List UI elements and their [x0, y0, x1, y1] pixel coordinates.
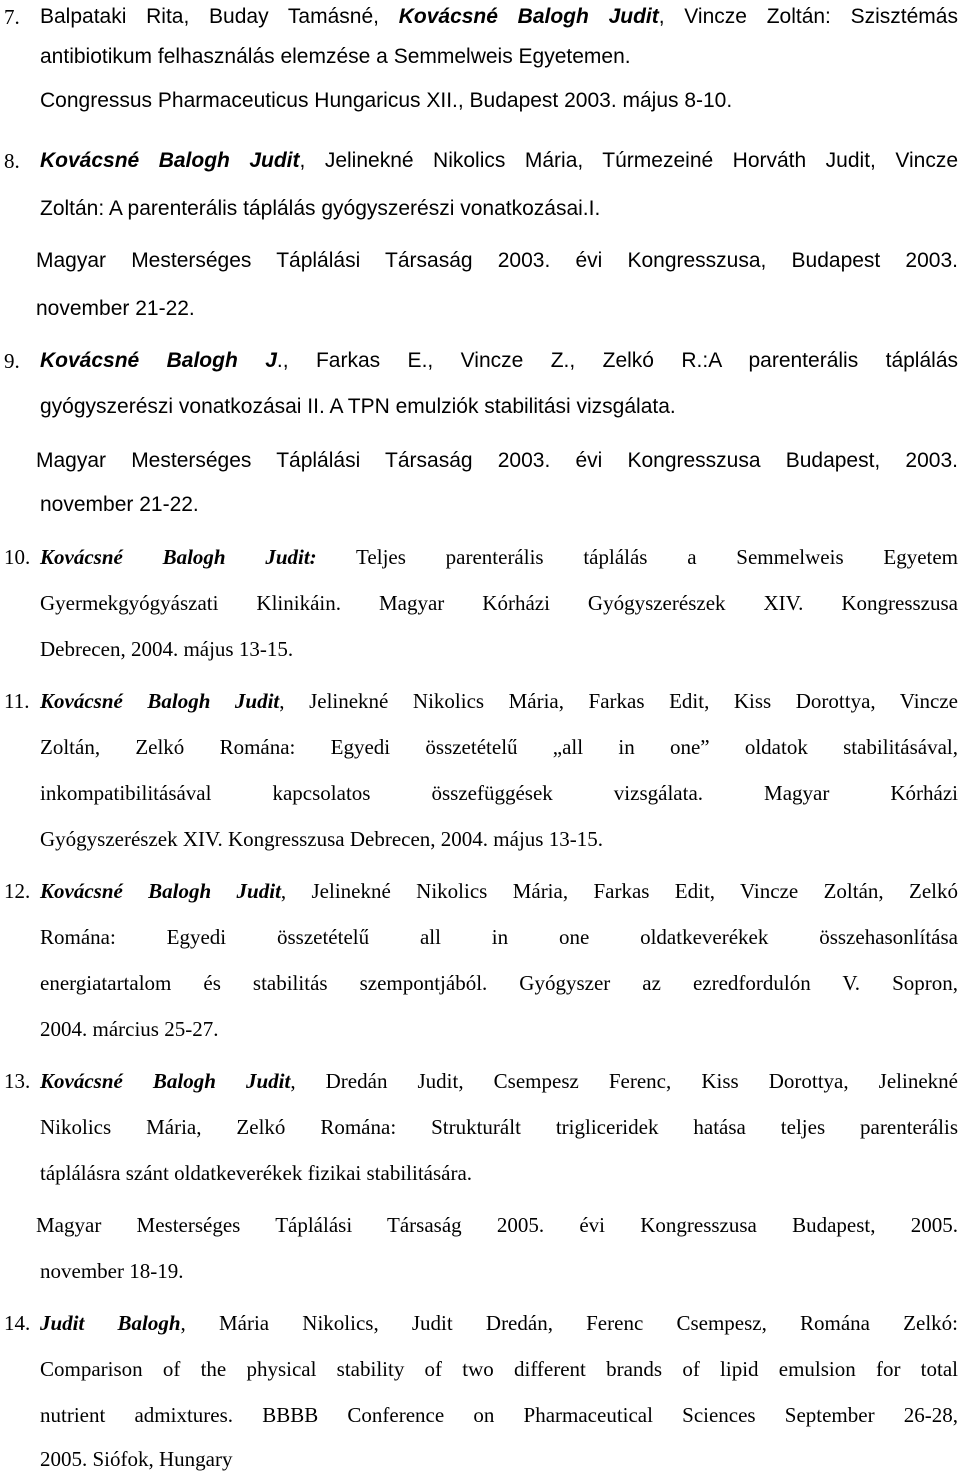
- entry-line: Nikolics Mária, Zelkó Romána: Strukturált trigliceridek hatása teljes parenterális: [40, 1115, 958, 1139]
- item-number: 8.: [4, 149, 20, 173]
- item-number: 11.: [4, 689, 30, 713]
- entry-line: Kovácsné Balogh J., Farkas E., Vincze Z., Zelkó R.:A parenterális táplálás: [40, 349, 958, 372]
- entry-line: november 21-22.: [40, 493, 199, 516]
- item-number: 13.: [4, 1069, 31, 1093]
- entry-line: Zoltán: A parenterális táplálás gyógyszerészi vonatkozásai.I.: [40, 197, 601, 220]
- entry-line: Debrecen, 2004. május 13-15.: [40, 637, 294, 661]
- highlighted-author: Kovácsné Balogh Judit: [398, 5, 659, 28]
- entry-line: Zoltán, Zelkó Románа: Egyedi összetételű „all in one” oldatok stabilitásával,: [40, 735, 958, 759]
- entry-line: Kovácsné Balogh Judit: Teljes parenterális táplálás a Semmelweis Egyetem: [40, 545, 959, 569]
- item-number: 12.: [4, 879, 31, 903]
- entry-line: 2004. március 25-27.: [40, 1017, 219, 1041]
- entry-line: Magyar Mesterséges Táplálási Társaság 2003. évi Kongresszusa Budapest, 2003.: [36, 449, 958, 472]
- highlighted-author: Kovácsné Balogh Judit:: [40, 545, 317, 569]
- entry-line: táplálásra szánt oldatkeverékek fizikai stabilitására.: [40, 1161, 473, 1185]
- entry-line: Magyar Mesterséges Táplálási Társaság 2005. évi Kongresszusa Budapest, 2005.: [36, 1213, 958, 1237]
- highlighted-author: Kovácsné Balogh Judit: [40, 149, 300, 172]
- entry-line: Gyermekgyógyászati Klinikáin. Magyar Kórházi Gyógyszerészek XIV. Kongresszusa: [40, 591, 958, 615]
- entry-line: Gyógyszerészek XIV. Kongresszusa Debrecen, 2004. május 13-15.: [40, 827, 603, 851]
- entry-line: Kovácsné Balogh Judit, Jelinekné Nikolics Mária, Farkas Edit, Vincze Zoltán, Zelkó: [40, 879, 958, 903]
- item-number: 7.: [4, 5, 20, 29]
- entry-line: 2005. Siófok, Hungary: [40, 1447, 233, 1471]
- highlighted-author: Kovácsné Balogh J: [40, 349, 277, 372]
- entry-line: gyógyszerészi vonatkozásai II. A TPN emulziók stabilitási vizsgálata.: [40, 395, 676, 418]
- item-number: 10.: [4, 545, 31, 569]
- entry-line: nutrient admixtures. BBBB Conference on Pharmaceutical Sciences September 26-28,: [40, 1403, 958, 1427]
- entry-line: Congressus Pharmaceuticus Hungaricus XII., Budapest 2003. május 8-10.: [40, 89, 733, 112]
- highlighted-author: Kovácsné Balogh Judit: [40, 689, 280, 713]
- highlighted-author: Judit Balogh: [40, 1311, 181, 1335]
- entry-line: Kovácsné Balogh Judit, Jelinekné Nikolics Mária, Farkas Edit, Kiss Dorottya, Vincze: [40, 689, 958, 713]
- item-number: 14.: [4, 1311, 31, 1335]
- entry-line: energiatartalom és stabilitás szempontjából. Gyógyszer az ezredfordulón V. Sopron,: [40, 971, 958, 995]
- entry-line: inkompatibilitásával kapcsolatos összefüggések vizsgálata. Magyar Kórházi: [40, 781, 958, 805]
- entry-line: antibiotikum felhasználás elemzése a Semmelweis Egyetemen.: [40, 45, 631, 68]
- highlighted-author: Kovácsné Balogh Judit: [40, 1069, 291, 1093]
- entry-line: Comparison of the physical stability of two different brands of lipid emulsion for total: [40, 1357, 958, 1381]
- highlighted-author: Kovácsné Balogh Judit: [40, 879, 281, 903]
- entry-line: Magyar Mesterséges Táplálási Társaság 2003. évi Kongresszusa, Budapest 2003.: [36, 249, 958, 272]
- entry-line: november 18-19.: [40, 1259, 184, 1283]
- entry-line: Kovácsné Balogh Judit, Jelinekné Nikolics Mária, Túrmezeiné Horváth Judit, Vincze: [40, 149, 958, 172]
- entry-line: Romána: Egyedi összetételű all in one oldatkeverékek összehasonlítása: [40, 925, 958, 949]
- entry-line: Kovácsné Balogh Judit, Dredán Judit, Csempesz Ferenc, Kiss Dorottya, Jelinekné: [40, 1069, 958, 1093]
- entry-line: november 21-22.: [36, 297, 195, 320]
- entry-line: Balpataki Rita, Buday Tamásné, Kovácsné Balogh Judit, Vincze Zoltán: Szisztémás: [40, 5, 958, 28]
- item-number: 9.: [4, 349, 20, 373]
- entry-line: Judit Balogh, Mária Nikolics, Judit Dredán, Ferenc Csempesz, Romána Zelkó:: [40, 1311, 958, 1335]
